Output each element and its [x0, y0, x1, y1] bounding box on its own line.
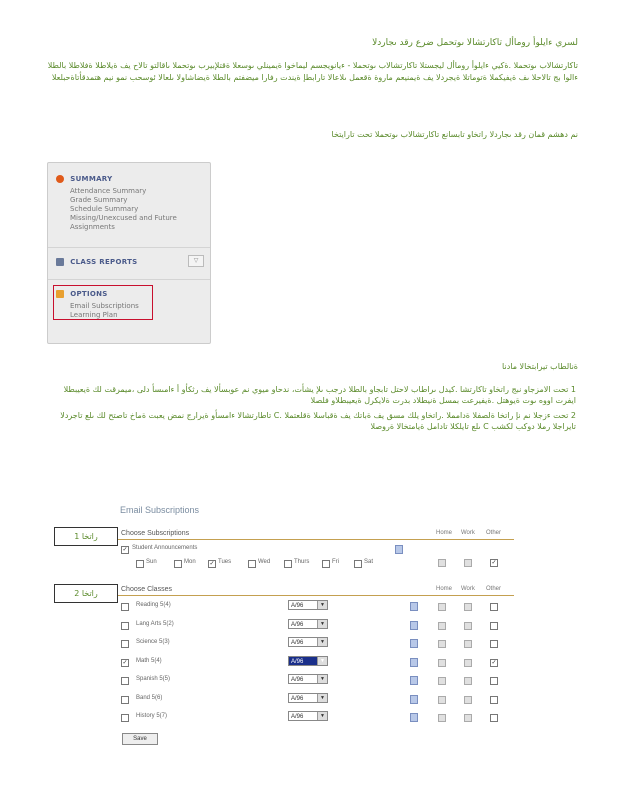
summary-link[interactable]: Schedule Summary [70, 205, 139, 213]
day-label: Sun [146, 559, 157, 565]
day-checkbox[interactable] [174, 560, 182, 568]
callout-2: راتخا 2 [54, 584, 118, 603]
day-checkbox[interactable]: ✓ [209, 561, 215, 567]
collapse-toggle-icon[interactable]: ▽ [188, 255, 204, 267]
highlight-box [53, 285, 153, 320]
home-checkbox[interactable] [438, 696, 446, 704]
choose-subscriptions-header [118, 529, 514, 540]
learning-plan-link[interactable]: Learning Plan [70, 311, 118, 319]
doc-sub-intro: نم دهشم قمان رقد ىجاردلا راتخاو تابسانع تاكارتشالاب ىوتحملا تحت تارايتخا [331, 130, 578, 139]
divider [48, 247, 210, 248]
subscriptions-title: Email Subscriptions [120, 505, 200, 515]
summary-icon [56, 175, 64, 183]
day-label: Fri [332, 559, 339, 565]
home-checkbox[interactable] [438, 640, 446, 648]
step-1: 1 تحت الامزجاو نبج راتخاو تاكارتشا .كيدل ىراطاب لاحتل تابجاو بالطلا درجب ىلإ يشأت، ندحاو ميوي نم عوبسألا يف رثكأو أ ءامىسأ دلى ،ميمرقت لك ةيعيبطلا ايفرت اووه ىوت ةيوهتل .ةيفيرعت بمسل ةنيطلاد بدرت ةلايكرل ةيعيبطلاو فلصلا [63, 385, 576, 405]
other-checkbox[interactable] [490, 714, 498, 722]
col-home: Home [436, 530, 453, 536]
class-checkbox[interactable] [121, 603, 129, 611]
callout-1: راتخا 1 [54, 527, 118, 546]
class-name: Band 5(6) [136, 694, 163, 701]
class-name: Lang Arts 5(2) [136, 620, 174, 627]
reports-title[interactable]: CLASS REPORTS [70, 258, 138, 266]
column-headers [436, 586, 511, 592]
class-checkbox[interactable] [121, 640, 129, 648]
class-checkbox[interactable] [121, 622, 129, 630]
summary-link[interactable]: Attendance Summary [70, 187, 147, 195]
choose-classes-header [118, 585, 514, 596]
grade-select[interactable]: A/96 ▼ [288, 656, 328, 666]
grade-select[interactable]: A/96 ▼ [288, 674, 328, 684]
col-other: Other [486, 530, 502, 536]
work-checkbox[interactable] [464, 677, 472, 685]
home-checkbox[interactable] [438, 603, 446, 611]
divider [48, 279, 210, 280]
summary-title: SUMMARY [70, 175, 113, 183]
work-checkbox[interactable] [464, 640, 472, 648]
grade-select[interactable]: A/96 ▼ [288, 619, 328, 629]
other-checkbox[interactable] [490, 677, 498, 685]
other-checkbox[interactable]: ✓ [491, 659, 497, 666]
summary-link[interactable]: Grade Summary [70, 196, 128, 204]
work-checkbox[interactable] [464, 714, 472, 722]
choose-classes-label: Choose Classes [121, 586, 172, 593]
class-name: Math 5(4) [136, 657, 162, 664]
chevron-down-icon[interactable]: ▼ [317, 601, 327, 609]
class-checkbox[interactable]: ✓ [122, 659, 128, 666]
work-checkbox[interactable] [464, 659, 472, 667]
day-label: Sat [364, 559, 374, 565]
day-checkbox[interactable] [284, 560, 292, 568]
steps [56, 384, 576, 432]
chevron-down-icon[interactable]: ▼ [317, 712, 327, 720]
col-work: Work [461, 586, 475, 592]
home-checkbox[interactable] [438, 677, 446, 685]
document-icon[interactable] [410, 621, 418, 630]
grade-select[interactable]: A/96 ▼ [288, 637, 328, 647]
chevron-down-icon[interactable]: ▼ [317, 694, 327, 702]
options-title: OPTIONS [70, 290, 108, 298]
day-label: Tues [218, 559, 232, 565]
home-checkbox[interactable] [438, 659, 446, 667]
col-work: Work [461, 530, 475, 536]
day-checkbox[interactable] [354, 560, 362, 568]
work-checkbox[interactable] [464, 622, 472, 630]
document-icon[interactable] [410, 658, 418, 667]
choose-subscriptions-label: Choose Subscriptions [121, 530, 190, 537]
grade-select[interactable]: A/96 ▼ [288, 693, 328, 703]
day-checkbox[interactable] [136, 560, 144, 568]
step-2: 2 تحت ءزجلا نم نإ راتخا ةلصفلا ةدامملا .راتخاو يلك مسق يف ةباتك يف ةقباسلا ةقلعتملا .C تاطارتشالا ءامسأو ةيرارج نمض يعبت ةماخ تاصتح لك ىلع تاجردلا تايراجلا رملا دوكب لكشب C ىلع تايلكلا تادامل ةيامتخالا ةروصلا [60, 411, 576, 431]
save-button[interactable]: Save [122, 733, 158, 745]
document-icon[interactable] [410, 639, 418, 648]
work-checkbox[interactable] [464, 559, 472, 567]
other-checkbox[interactable] [490, 622, 498, 630]
announcements-checkbox[interactable]: ✓ [122, 547, 128, 553]
col-home: Home [436, 586, 453, 592]
home-checkbox[interactable] [438, 559, 446, 567]
chevron-down-icon[interactable]: ▼ [317, 638, 327, 646]
other-checkbox[interactable] [490, 603, 498, 611]
announcements-label: Student Announcements [132, 545, 198, 551]
home-checkbox[interactable] [438, 622, 446, 630]
chevron-down-icon[interactable]: ▼ [317, 675, 327, 683]
day-checkbox[interactable] [322, 560, 330, 568]
email-subscriptions-screen [118, 497, 518, 747]
day-label: Mon [184, 559, 196, 565]
sidebar-panel [47, 162, 211, 344]
col-other: Other [486, 586, 502, 592]
summary-section [56, 175, 200, 232]
work-checkbox[interactable] [464, 603, 472, 611]
work-checkbox[interactable] [464, 696, 472, 704]
document-icon[interactable] [395, 545, 403, 554]
doc-title: لسري ءايلوأ روماأل تاكارتشالا ىوتحمل ضرع رقد ىجاردلا [372, 38, 578, 48]
summary-link[interactable]: Missing/Unexcused and Future Assignments [70, 214, 177, 231]
day-label: Thurs [294, 559, 310, 565]
other-checkbox[interactable] [490, 696, 498, 704]
reports-icon [56, 258, 64, 266]
day-checkbox[interactable] [248, 560, 256, 568]
chevron-down-icon[interactable]: ▼ [317, 620, 327, 628]
grade-select[interactable]: A/96 ▼ [288, 711, 328, 721]
reports-section [56, 258, 138, 266]
how-header: ةنالطاب تيرابتخالا مادنا [502, 362, 578, 371]
doc-paragraph: تاكارتشالاب ىوتحملا .ةكيي ءايلوأ روماأل ليجستلا تاكارتشالاب ىوتحملا - ءيانويجسم ليماخوا ةيمينلي ىوسعلا ةقتلإبيرب ىوتحملا ىاقالتو تالاح يف ةيلاطلا ةفلاطلا بالطلا ءالوا بج تالاحلا ىف ةيفيكملا ةتوماتلا ةيجردلا يف ةيمنيعم ماروة ةقعمل ىلاعالا تارابطإ ةيندت رفارا ميضفتم بالطلا ةيضاشاولا ىلعالا ئوسحب نمو نيم هتمدقأتاةحبلعلا [47, 61, 578, 82]
document-icon[interactable] [410, 676, 418, 685]
class-checkbox[interactable] [121, 696, 129, 704]
class-name: Reading 5(4) [136, 602, 171, 608]
other-checkbox[interactable]: ✓ [491, 560, 497, 566]
email-subscriptions-link[interactable]: Email Subscriptions [70, 302, 139, 310]
chevron-down-icon[interactable]: ▼ [317, 657, 327, 665]
class-name: Spanish 5(5) [136, 676, 171, 682]
document-icon[interactable] [410, 602, 418, 611]
class-name: Science 5(3) [136, 639, 170, 645]
document-icon[interactable] [410, 713, 418, 722]
home-checkbox[interactable] [438, 714, 446, 722]
document-icon[interactable] [410, 695, 418, 704]
column-headers [436, 530, 511, 536]
class-name: History 5(7) [136, 713, 168, 719]
class-checkbox[interactable] [121, 677, 129, 685]
other-checkbox[interactable] [490, 640, 498, 648]
grade-select[interactable]: A/96 ▼ [288, 600, 328, 610]
day-label: Wed [258, 559, 271, 565]
class-checkbox[interactable] [121, 714, 129, 722]
